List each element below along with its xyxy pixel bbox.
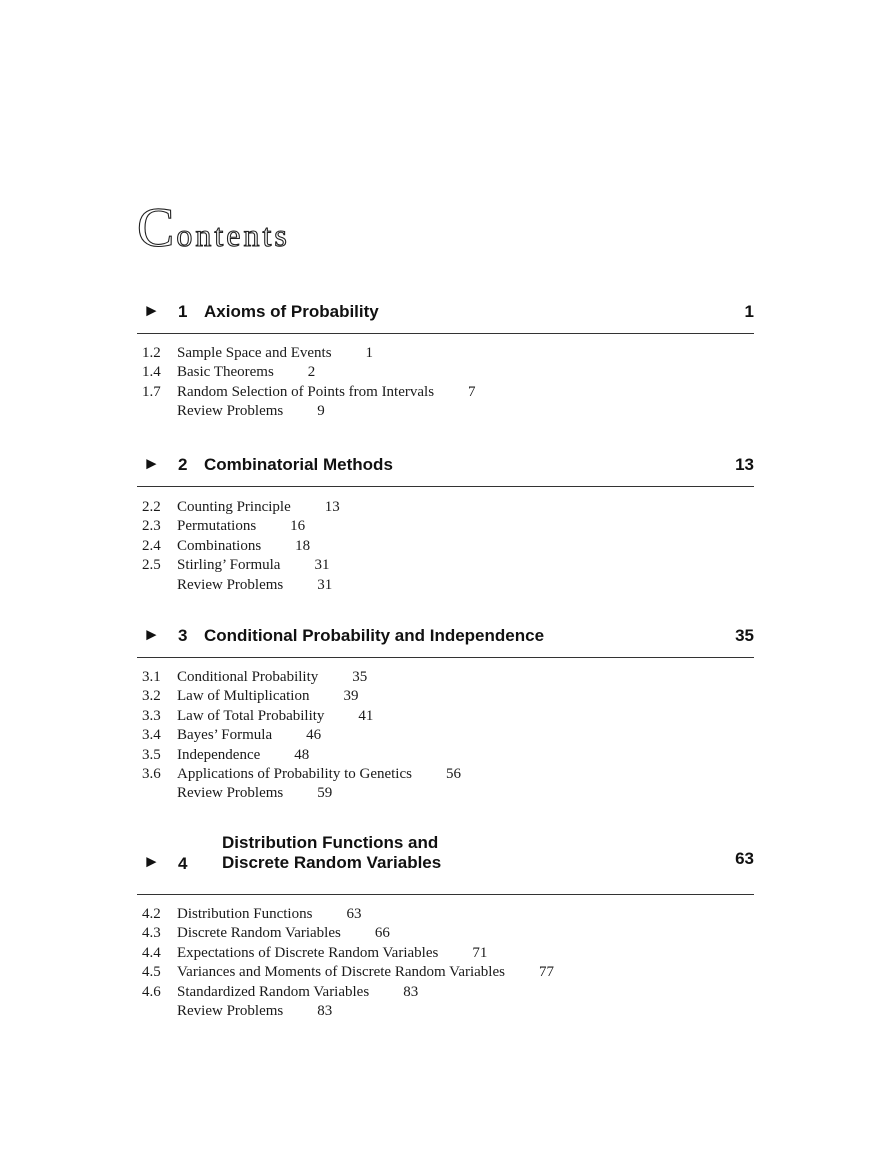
section-page: 46 <box>306 727 322 744</box>
section-number: 4.5 <box>142 964 161 981</box>
section-entry[interactable] <box>137 924 754 943</box>
section-number: 3.2 <box>142 688 161 705</box>
section-page: 9 <box>317 403 325 420</box>
chapter-heading[interactable] <box>137 833 754 895</box>
section-entry[interactable] <box>137 905 754 924</box>
section-number: 2.2 <box>142 499 161 515</box>
section-entry[interactable] <box>137 498 754 517</box>
section-page: 39 <box>343 688 359 705</box>
section-title: Review Problems <box>177 403 284 420</box>
section-number: 4.2 <box>142 906 161 922</box>
chapter-title: Combinatorial Methods <box>204 455 393 474</box>
section-number: 2.3 <box>142 518 161 535</box>
section-list <box>137 498 754 595</box>
section-page: 71 <box>472 944 488 961</box>
section-entry[interactable] <box>137 963 754 982</box>
section-number: 1.4 <box>142 364 161 381</box>
chapter-title: Conditional Probability and Independence <box>204 626 545 645</box>
chapter-page: 1 <box>744 302 754 321</box>
chapter-heading[interactable] <box>137 620 754 658</box>
section-number: 3.6 <box>142 765 161 782</box>
chapter-3 <box>137 620 754 804</box>
section-page: 63 <box>346 906 362 922</box>
section-entry[interactable] <box>137 556 754 575</box>
right-pointer-icon: ► <box>143 852 160 871</box>
section-entry[interactable] <box>137 944 754 963</box>
section-entry[interactable] <box>137 707 754 726</box>
section-title: Review Problems <box>177 576 284 593</box>
section-title: Law of Multiplication <box>177 688 310 705</box>
section-number: 4.4 <box>142 944 161 961</box>
chapter-page: 63 <box>735 849 754 868</box>
section-title: Review Problems <box>177 1002 284 1019</box>
section-title: Expectations of Discrete Random Variables <box>177 944 439 961</box>
section-page: 16 <box>290 518 306 535</box>
section-number: 1.7 <box>142 383 161 400</box>
section-entry[interactable] <box>137 1002 754 1021</box>
section-entry[interactable] <box>137 983 754 1002</box>
section-entry[interactable] <box>137 363 754 382</box>
section-title: Discrete Random Variables <box>177 925 341 942</box>
section-title: Distribution Functions <box>177 906 313 922</box>
section-entry[interactable] <box>137 576 754 595</box>
chapter-heading[interactable] <box>137 296 754 334</box>
section-entry[interactable] <box>137 668 754 687</box>
section-page: 83 <box>403 983 419 1000</box>
right-pointer-icon: ► <box>143 301 160 320</box>
section-title: Stirling’ Formula <box>177 557 281 574</box>
section-entry[interactable] <box>137 537 754 556</box>
chapter-2 <box>137 449 754 595</box>
section-number: 2.4 <box>142 537 161 554</box>
section-number: 1.2 <box>142 345 161 361</box>
section-number: 3.1 <box>142 669 161 685</box>
section-page: 31 <box>317 576 333 593</box>
section-entry[interactable] <box>137 344 754 363</box>
section-page: 18 <box>295 537 311 554</box>
section-title: Review Problems <box>177 785 284 802</box>
right-pointer-icon: ► <box>143 454 160 473</box>
section-entry[interactable] <box>137 383 754 402</box>
section-title: Basic Theorems <box>177 364 274 381</box>
section-number: 2.5 <box>142 557 161 574</box>
section-number: 3.3 <box>142 707 161 724</box>
section-number: 3.4 <box>142 727 161 744</box>
page-title <box>137 196 290 260</box>
section-title: Random Selection of Points from Intervals <box>177 383 435 400</box>
section-title: Combinations <box>177 537 262 554</box>
chapter-title <box>222 833 482 873</box>
section-title: Permutations <box>177 518 257 535</box>
section-entry[interactable] <box>137 784 754 803</box>
section-page: 48 <box>294 746 310 763</box>
section-page: 31 <box>314 557 330 574</box>
section-title: Applications of Probability to Genetics <box>177 765 412 782</box>
section-title: Sample Space and Events <box>177 345 332 361</box>
section-entry[interactable] <box>137 687 754 706</box>
chapter-number: 1 <box>178 302 188 321</box>
section-list <box>137 905 754 1021</box>
chapter-title-line: Discrete Random Variables <box>222 853 442 872</box>
section-page: 7 <box>468 383 476 400</box>
chapter-heading[interactable] <box>137 449 754 487</box>
section-number: 4.3 <box>142 925 161 942</box>
section-title: Bayes’ Formula <box>177 727 273 744</box>
chapter-number: 4 <box>178 854 188 873</box>
chapter-title: Axioms of Probability <box>204 302 379 321</box>
section-number: 4.6 <box>142 983 161 1000</box>
section-entry[interactable] <box>137 402 754 421</box>
chapter-page: 13 <box>735 455 754 474</box>
section-page: 41 <box>358 707 374 724</box>
section-number: 3.5 <box>142 746 161 763</box>
chapter-page: 35 <box>735 626 754 645</box>
section-title: Law of Total Probability <box>177 707 325 724</box>
title-rest: ontents <box>176 217 290 253</box>
section-page: 1 <box>365 345 374 361</box>
section-page: 83 <box>317 1002 333 1019</box>
section-page: 56 <box>445 765 461 782</box>
chapter-title-line: Distribution Functions and <box>222 833 439 852</box>
section-entry[interactable] <box>137 765 754 784</box>
section-title: Conditional Probability <box>177 669 319 685</box>
section-title: Counting Principle <box>177 499 291 515</box>
section-title: Standardized Random Variables <box>177 983 370 1000</box>
chapter-number: 3 <box>178 626 188 645</box>
section-page: 35 <box>352 669 368 685</box>
section-page: 66 <box>374 925 390 942</box>
chapter-1 <box>137 296 754 422</box>
section-page: 77 <box>538 964 554 981</box>
right-pointer-icon: ► <box>143 625 160 644</box>
section-list <box>137 344 754 422</box>
section-page: 59 <box>317 785 333 802</box>
section-entry[interactable] <box>137 746 754 765</box>
chapter-4 <box>137 833 754 1021</box>
chapter-number: 2 <box>178 455 188 474</box>
section-title: Variances and Moments of Discrete Random Variables <box>177 964 505 981</box>
section-page: 2 <box>307 364 316 381</box>
section-entry[interactable] <box>137 726 754 745</box>
section-list <box>137 668 754 804</box>
section-title: Independence <box>177 746 261 763</box>
title-initial: C <box>137 197 177 259</box>
section-entry[interactable] <box>137 517 754 536</box>
section-page: 13 <box>324 499 340 515</box>
